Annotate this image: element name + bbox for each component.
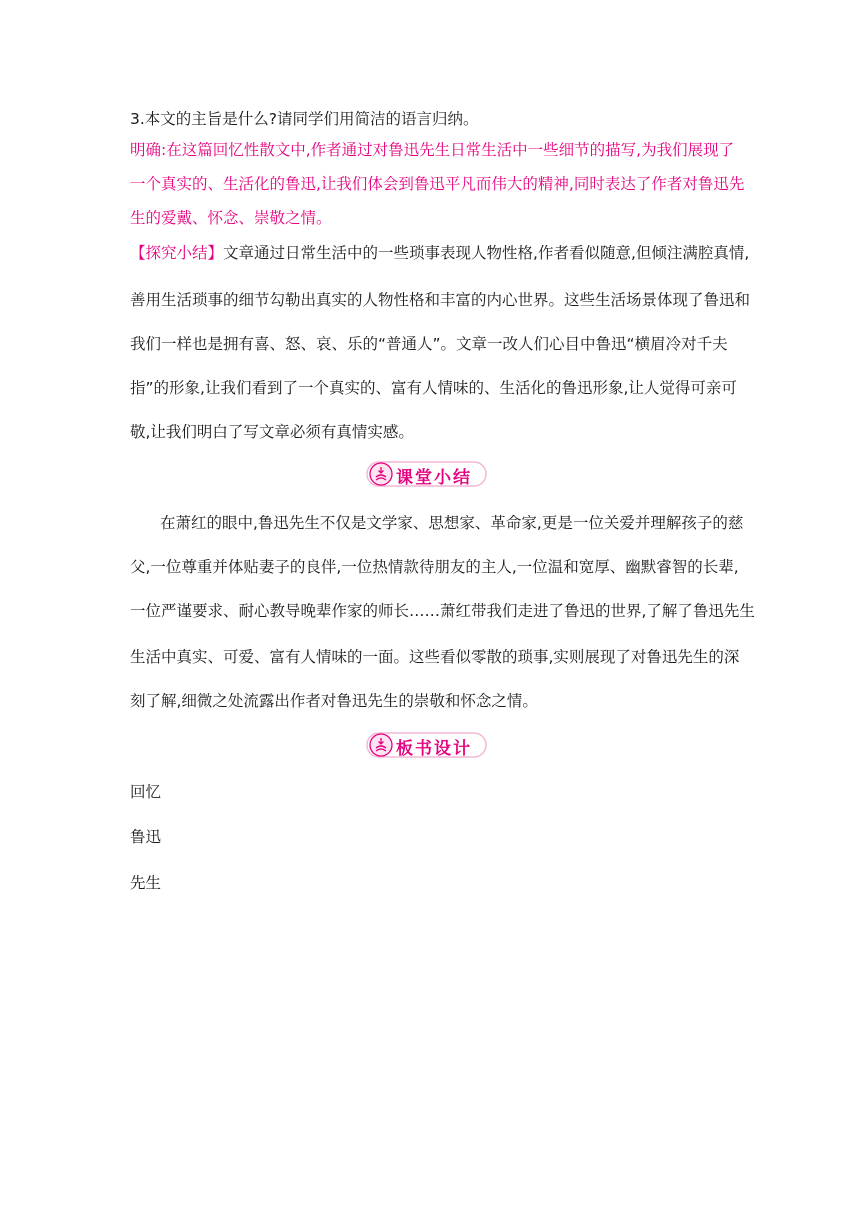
board-item-3: 先生 [130, 874, 162, 892]
explore-summary-line-3: 我们一样也是拥有喜、怒、哀、乐的“普通人”。文章一改人们心目中鲁迅“横眉冷对千夫 [130, 335, 728, 353]
board-design-heading [366, 731, 488, 759]
class-summary-line-3: 一位严谨要求、耐心教导晚辈作家的师长……萧红带我们走进了鲁迅的世界,了解了鲁迅先生 [130, 602, 755, 620]
class-summary-heading [366, 460, 488, 488]
explore-summary-text-1: 文章通过日常生活中的一些琐事表现人物性格,作者看似随意,但倾注满腔真情, [223, 244, 750, 262]
question-text: 3.本文的主旨是什么?请同学们用简洁的语言归纳。 [130, 110, 479, 128]
answer-line-3: 生的爱戴、怀念、崇敬之情。 [130, 209, 332, 227]
board-item-1: 回忆 [130, 783, 162, 801]
explore-summary-line-2: 善用生活琐事的细节勾勒出真实的人物性格和丰富的内心世界。这些生活场景体现了鲁迅和 [130, 291, 751, 309]
board-item-2: 鲁迅 [130, 828, 162, 846]
board-design-title: 板书设计 [396, 739, 472, 759]
class-summary-title: 课堂小结 [396, 468, 472, 488]
class-summary-line-4: 生活中真实、可爱、富有人情味的一面。这些看似零散的琐事,实则展现了对鲁迅先生的深 [130, 648, 740, 666]
explore-summary-line-1 [130, 241, 750, 263]
explore-summary-line-4: 指”的形象,让我们看到了一个真实的、富有人情味的、生活化的鲁迅形象,让人觉得可亲可 [130, 379, 737, 397]
book-hand-icon [368, 461, 394, 487]
class-summary-line-5: 刻了解,细微之处流露出作者对鲁迅先生的崇敬和怀念之情。 [130, 692, 538, 710]
book-hand-icon [368, 732, 394, 758]
answer-line-2: 一个真实的、生活化的鲁迅,让我们体会到鲁迅平凡而伟大的精神,同时表达了作者对鲁迅先 [130, 175, 745, 193]
class-summary-line-2: 父,一位尊重并体贴妻子的良伴,一位热情款待朋友的主人,一位温和宽厚、幽默睿智的长辈, [130, 558, 739, 576]
answer-line-1: 明确:在这篇回忆性散文中,作者通过对鲁迅先生日常生活中一些细节的描写,为我们展现了 [130, 141, 735, 159]
explore-summary-line-5: 敬,让我们明白了写文章必须有真情实感。 [130, 423, 414, 441]
class-summary-line-1: 在萧红的眼中,鲁迅先生不仅是文学家、思想家、革命家,更是一位关爱并理解孩子的慈 [160, 514, 744, 532]
explore-summary-tag: 【探究小结】 [130, 244, 224, 262]
